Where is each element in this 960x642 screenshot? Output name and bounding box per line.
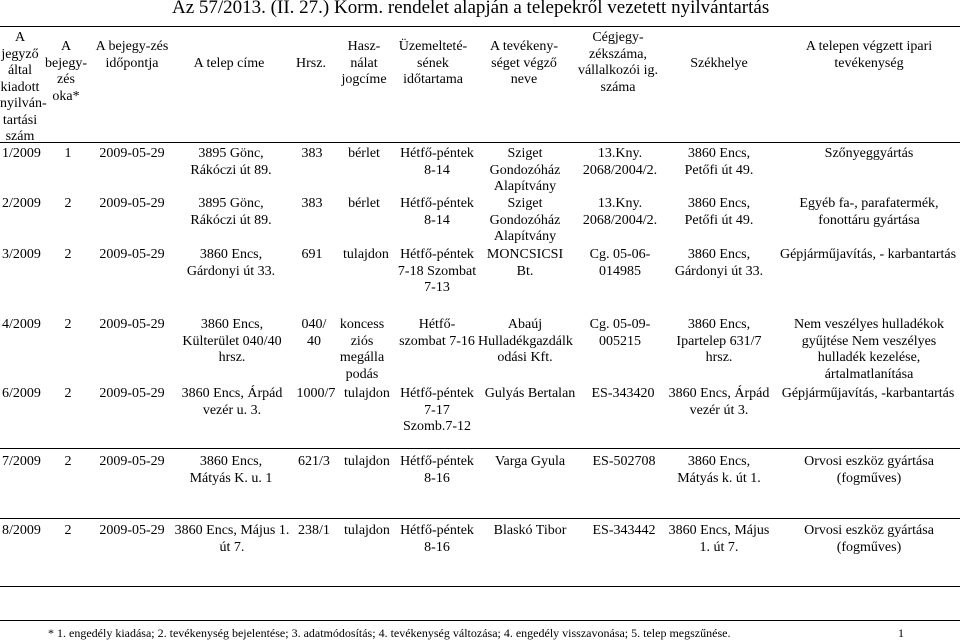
- cell-uzemeltetes-idotartama: Hétfő-péntek 8-16: [400, 454, 474, 486]
- cell-nyilvantartasi-szam: 2/2009: [2, 196, 41, 211]
- cell-bejegyzes-oka: 2: [64, 247, 72, 262]
- cell-hrsz: 1000/7: [296, 386, 336, 401]
- header-hasznalat-jogcime: Hasz-nálat jogcíme: [341, 39, 387, 87]
- header-bejegyzes-oka: A bejegy-zés oka*: [45, 39, 87, 104]
- cell-hrsz: 040/ 40: [301, 317, 327, 349]
- cell-ipari-tevekenyseg: Szőnyeggyártás: [824, 146, 914, 161]
- cell-cegjegyzekszam: ES-343442: [592, 523, 656, 538]
- cell-tevekenyseget-vegzo-neve: MONCSICSI Bt.: [486, 247, 564, 279]
- cell-ipari-tevekenyseg: Gépjárműjavítás, -karbantartás: [781, 386, 955, 401]
- cell-telep-cime: 3860 Encs, Mátyás K. u. 1: [189, 454, 273, 486]
- cell-szekhelye: 3860 Encs, Petőfi út 49.: [684, 146, 754, 178]
- cell-bejegyzes-oka: 2: [64, 386, 72, 401]
- cell-uzemeltetes-idotartama: Hétfő-péntek 7-18 Szombat 7-13: [397, 247, 477, 295]
- cell-telep-cime: 3860 Encs, Gárdonyi út 33.: [186, 247, 276, 279]
- cell-hrsz: 383: [301, 146, 323, 161]
- cell-cegjegyzekszam: 13.Kny. 2068/2004/2.: [582, 146, 658, 178]
- cell-szekhelye: 3860 Encs, Május 1. út 7.: [668, 523, 770, 555]
- cell-bejegyzes-idopontja: 2009-05-29: [99, 196, 165, 211]
- cell-hasznalat-jogcime: bérlet: [348, 146, 380, 161]
- cell-hrsz: 621/3: [298, 454, 330, 469]
- cell-telep-cime: 3860 Encs, Külterület 040/40 hrsz.: [182, 317, 282, 365]
- cell-ipari-tevekenyseg: Gépjárműjavítás, - karbantartás: [779, 247, 957, 262]
- cell-bejegyzes-oka: 2: [64, 523, 72, 538]
- cell-ipari-tevekenyseg: Nem veszélyes hulladékok gyűjtése Nem veszélyes hulladék kezelése, ártalmatlanítása: [793, 317, 945, 382]
- cell-tevekenyseget-vegzo-neve: Abaúj Hulladékgazdálk odási Kft.: [478, 317, 573, 365]
- table-bottom-rule: [0, 586, 960, 587]
- cell-nyilvantartasi-szam: 6/2009: [2, 386, 41, 401]
- row-separator: [0, 448, 960, 449]
- header-hrsz: Hrsz.: [296, 56, 326, 71]
- cell-nyilvantartasi-szam: 8/2009: [2, 523, 41, 538]
- cell-bejegyzes-idopontja: 2009-05-29: [99, 247, 165, 262]
- table-top-rule: [0, 26, 960, 27]
- header-tevekenyseget-vegzo-neve: A tevékeny-séget végző neve: [489, 39, 559, 87]
- cell-hrsz: 691: [301, 247, 323, 262]
- cell-hrsz: 238/1: [298, 523, 330, 538]
- cell-cegjegyzekszam: ES-502708: [592, 454, 656, 469]
- cell-telep-cime: 3860 Encs, Árpád vezér u. 3.: [181, 386, 283, 418]
- cell-bejegyzes-idopontja: 2009-05-29: [99, 523, 165, 538]
- cell-tevekenyseget-vegzo-neve: Sziget Gondozóház Alapítvány: [489, 146, 561, 194]
- header-bottom-rule: [0, 142, 960, 143]
- cell-bejegyzes-oka: 2: [64, 317, 72, 332]
- cell-cegjegyzekszam: Cg. 05-09-005215: [589, 317, 651, 349]
- cell-hrsz: 383: [301, 196, 323, 211]
- cell-bejegyzes-idopontja: 2009-05-29: [99, 317, 165, 332]
- row-separator: [0, 518, 960, 519]
- cell-hasznalat-jogcime: tulajdon: [344, 523, 390, 538]
- footer-rule: [0, 620, 960, 621]
- cell-uzemeltetes-idotartama: Hétfő-péntek 8-14: [400, 146, 474, 178]
- cell-bejegyzes-idopontja: 2009-05-29: [99, 454, 165, 469]
- cell-nyilvantartasi-szam: 3/2009: [2, 247, 41, 262]
- cell-nyilvantartasi-szam: 1/2009: [2, 146, 41, 161]
- cell-tevekenyseget-vegzo-neve: Blaskó Tibor: [493, 523, 567, 538]
- cell-ipari-tevekenyseg: Orvosi eszköz gyártása (fogműves): [804, 523, 934, 555]
- header-uzemeltetes-idotartama: Üzemelteté-sének időtartama: [398, 39, 468, 87]
- cell-cegjegyzekszam: 13.Kny. 2068/2004/2.: [582, 196, 658, 228]
- cell-tevekenyseget-vegzo-neve: Varga Gyula: [494, 454, 566, 469]
- header-telep-cime: A telep címe: [193, 56, 265, 71]
- cell-uzemeltetes-idotartama: Hétfő-szombat 7-16: [399, 317, 475, 349]
- cell-telep-cime: 3860 Encs, Május 1. út 7.: [174, 523, 290, 555]
- cell-szekhelye: 3860 Encs, Gárdonyi út 33.: [674, 247, 764, 279]
- header-cegjegyzekszama: Cégjegy-zékszáma, vállalkozói ig. száma: [577, 30, 659, 95]
- cell-uzemeltetes-idotartama: Hétfő-péntek 8-14: [400, 196, 474, 228]
- cell-ipari-tevekenyseg: Orvosi eszköz gyártása (fogműves): [804, 454, 934, 486]
- header-bejegyzes-idopontja: A bejegy-zés időpontja: [95, 39, 169, 71]
- cell-uzemeltetes-idotartama: Hétfő-péntek 7-17 Szomb.7-12: [400, 386, 474, 434]
- cell-bejegyzes-oka: 1: [64, 146, 72, 161]
- cell-szekhelye: 3860 Encs, Mátyás k. út 1.: [677, 454, 761, 486]
- cell-telep-cime: 3895 Gönc, Rákóczi út 89.: [190, 196, 272, 228]
- cell-hasznalat-jogcime: tulajdon: [343, 247, 389, 262]
- cell-uzemeltetes-idotartama: Hétfő-péntek 8-16: [400, 523, 474, 555]
- cell-bejegyzes-idopontja: 2009-05-29: [99, 386, 165, 401]
- cell-hasznalat-jogcime: tulajdon: [344, 454, 390, 469]
- footnote: * 1. engedély kiadása; 2. tevékenység bejelentése; 3. adatmódosítás; 4. tevékenység változása; 4. engedély visszavonása; 5. telep megszűnése.: [48, 626, 731, 640]
- cell-hasznalat-jogcime: tulajdon: [344, 386, 390, 401]
- cell-ipari-tevekenyseg: Egyéb fa-, parafatermék, fonottáru gyártása: [799, 196, 939, 228]
- cell-bejegyzes-oka: 2: [64, 454, 72, 469]
- cell-tevekenyseget-vegzo-neve: Sziget Gondozóház Alapítvány: [489, 196, 561, 244]
- header-ipari-tevekenyseg: A telepen végzett ipari tevékenység: [805, 39, 933, 71]
- cell-nyilvantartasi-szam: 4/2009: [2, 317, 41, 332]
- cell-szekhelye: 3860 Encs, Petőfi út 49.: [684, 196, 754, 228]
- cell-cegjegyzekszam: ES-343420: [591, 386, 655, 401]
- header-nyilvantartasi-szam: A jegyző által kiadott nyilván-tartási szám: [0, 30, 47, 144]
- cell-hasznalat-jogcime: koncess ziós megálla podás: [339, 317, 385, 382]
- cell-szekhelye: 3860 Encs, Ipartelep 631/7 hrsz.: [676, 317, 762, 365]
- cell-bejegyzes-idopontja: 2009-05-29: [99, 146, 165, 161]
- cell-nyilvantartasi-szam: 7/2009: [2, 454, 41, 469]
- header-szekhelye: Székhelye: [690, 56, 748, 71]
- cell-cegjegyzekszam: Cg. 05-06-014985: [589, 247, 651, 279]
- cell-telep-cime: 3895 Gönc, Rákóczi út 89.: [190, 146, 272, 178]
- page-number: 1: [898, 626, 904, 640]
- cell-hasznalat-jogcime: bérlet: [348, 196, 380, 211]
- cell-szekhelye: 3860 Encs, Árpád vezér út 3.: [668, 386, 770, 418]
- cell-tevekenyseget-vegzo-neve: Gulyás Bertalan: [484, 386, 576, 401]
- cell-bejegyzes-oka: 2: [64, 196, 72, 211]
- document-title: Az 57/2013. (II. 27.) Korm. rendelet alapján a telepekről vezetett nyilvántartás: [172, 0, 770, 18]
